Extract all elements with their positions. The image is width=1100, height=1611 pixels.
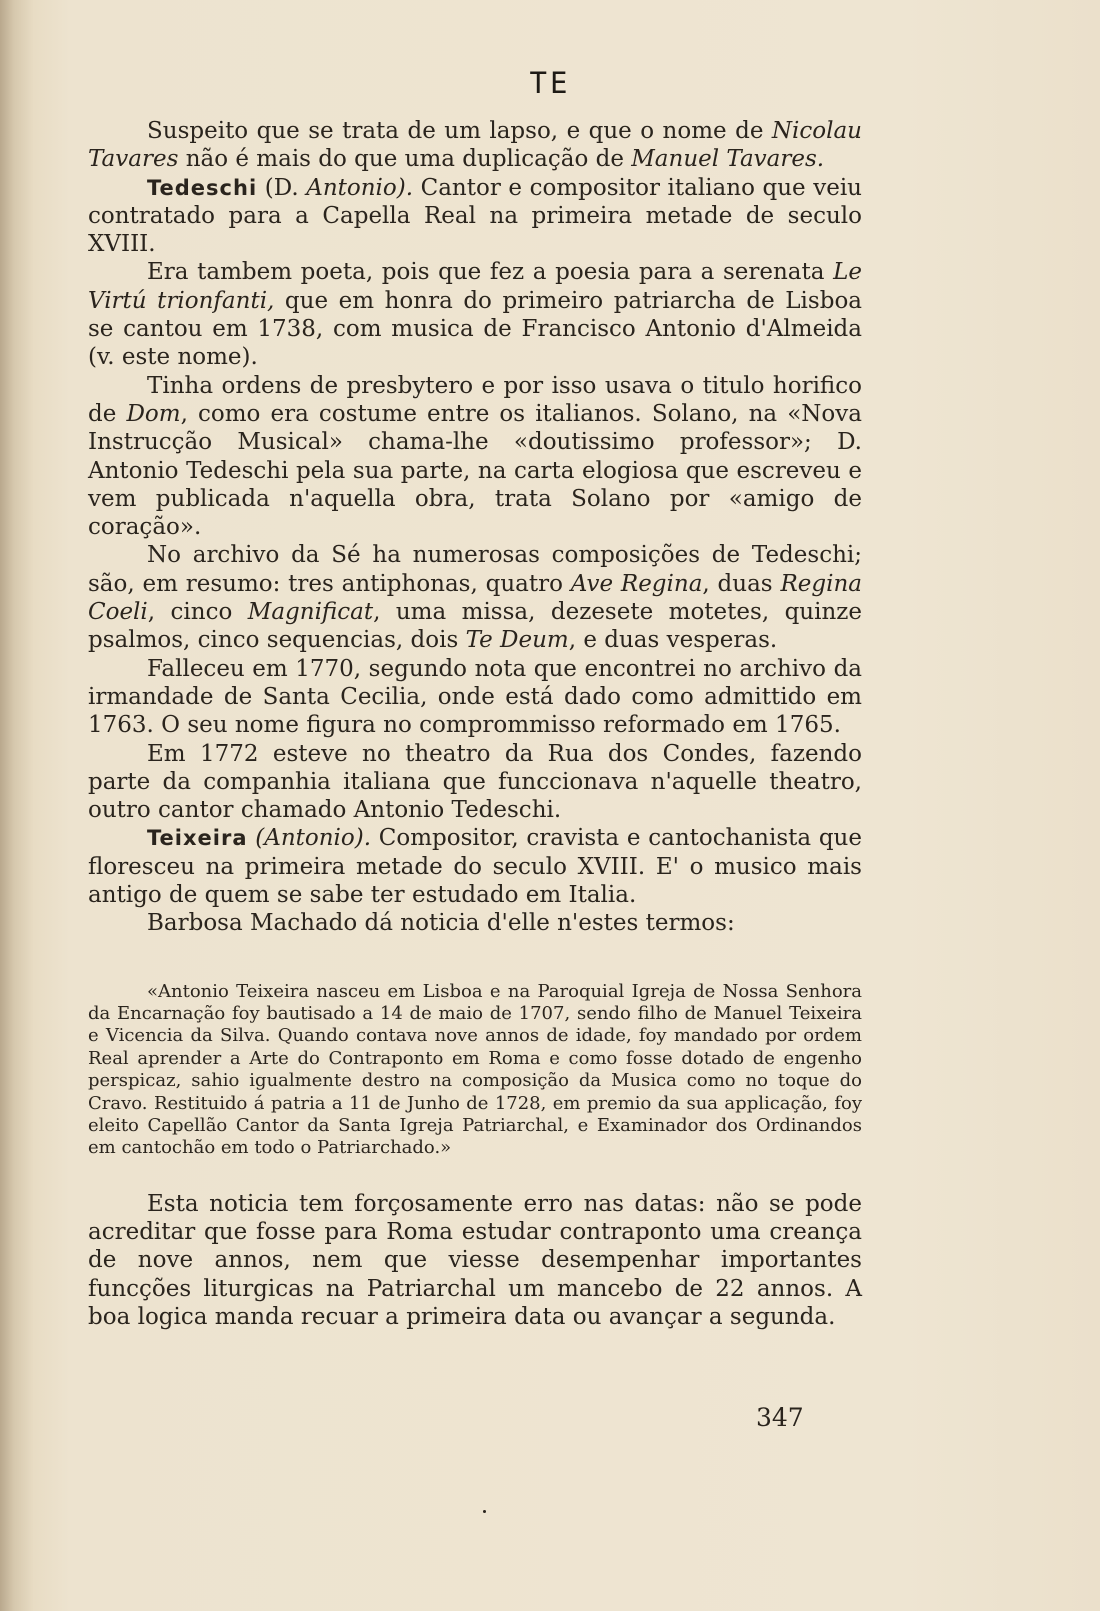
page-body	[88, 117, 862, 1331]
spacer	[88, 938, 862, 981]
paragraph-falleceu: Falleceu em 1770, segundo nota que encontrei no archivo da irmandade de Santa Cecilia, onde está dado como admittido em 1763. O seu nome figura no comprommisso reformado em 1765.	[88, 655, 862, 739]
paragraph-barbosa: Barbosa Machado dá noticia d'elle n'estes termos:	[147, 910, 735, 937]
paragraph-poeta: Era tambem poeta, pois que fez a poesia para a serenata Le Virtú trionfanti, que em honra do primeiro patriarcha de Lisboa se cantou em 1738, com musica de Francisco Antonio d'Almeida (v. este nome).	[88, 259, 862, 371]
paragraph-archivo: No archivo da Sé ha numerosas composições de Tedeschi; são, em resumo: tres antiphonas, quatro Ave Regina, duas Regina Coeli, cinco Magnificat, uma missa, dezesete motetes, quinze psalmos, cinco sequencias, dois Te Deum, e duas vesperas.	[88, 542, 862, 654]
entry-heading-teixeira: Teixeira	[147, 826, 248, 851]
entry-heading-tedeschi: Tedeschi	[147, 175, 258, 200]
spacer	[88, 1160, 862, 1190]
paragraph-ordens: Tinha ordens de presbytero e por isso usava o titulo horifico de Dom, como era costume entre os italianos. Solano, na «Nova Instrucção Musical» chama-lhe «doutissimo professor»; D. Antonio Tedeschi pela sua parte, na carta elogiosa que escreveu e vem publicada n'aquella obra, trata Solano por «amigo de coração».	[88, 372, 862, 541]
running-header: TE	[529, 66, 571, 100]
entry-teixeira: Teixeira (Antonio). Compositor, cravista e cantochanista que floresceu na primeira metade do seculo XVIII. E' o musico mais antigo de quem se sabe ter estudado em Italia.	[88, 825, 862, 909]
block-quote: «Antonio Teixeira nasceu em Lisboa e na Paroquial Igreja de Nossa Senhora da Encarnação foy bautisado a 14 de maio de 1707, sendo filho de Manuel Teixeira e Vicencia da Silva. Quando contava nove annos de idade, foy mandado por ordem Real aprender a Arte do Contraponto em Roma e como fosse dotado de engenho perspicaz, sahio igualmente destro na composição da Musica como no toque do Cravo. Restituido á patria a 11 de Junho de 1728, em premio da sua applicação, foy eleito Capellão Cantor da Santa Igreja Patriarchal, e Examinador dos Ordinandos em cantochão em todo o Patriarchado.»	[88, 980, 862, 1159]
paragraph-tavares-note: Suspeito que se trata de um lapso, e que o nome de Nicolau Tavares não é mais do que uma duplicação de Manuel Tavares.	[88, 118, 862, 173]
entry-tedeschi: Tedeschi (D. Antonio). Cantor e compositor italiano que veiu contratado para a Capella Real na primeira metade de seculo XVIII.	[88, 174, 862, 258]
paragraph-noticia: Esta noticia tem forçosamente erro nas datas: não se pode acreditar que fosse para Roma estudar contraponto uma creança de nove annos, nem que viesse desempenhar importantes funcções liturgicas na Patriarchal um mancebo de 22 annos. A boa logica manda recuar a primeira data ou avançar a segunda.	[88, 1190, 862, 1331]
page-number: 347	[756, 1403, 804, 1432]
paragraph-theatro: Em 1772 esteve no theatro da Rua dos Condes, fazendo parte da companhia italiana que funccionava n'aquelle theatro, outro cantor chamado Antonio Tedeschi.	[88, 740, 862, 824]
ink-speck	[483, 1510, 486, 1513]
